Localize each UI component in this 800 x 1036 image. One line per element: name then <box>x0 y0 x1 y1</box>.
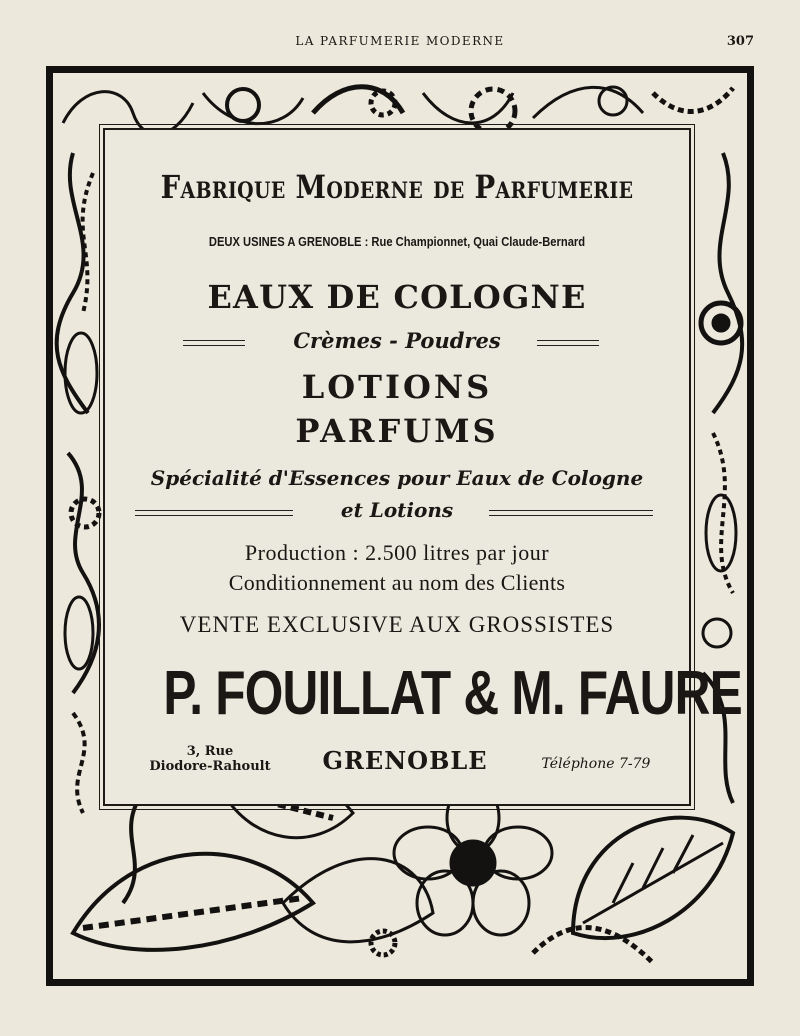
advertisement-panel <box>103 128 742 806</box>
specialty-line-2 <box>105 498 689 522</box>
exclusive-sales: VENTE EXCLUSIVE AUX GROSSISTES <box>179 612 615 637</box>
right-double-rule <box>489 510 653 516</box>
street-address <box>135 744 285 774</box>
running-head <box>0 34 800 54</box>
specialty-line-2-text: et Lotions <box>340 498 454 522</box>
left-double-rule <box>135 510 293 516</box>
product-creams-powders: Crèmes - Poudres <box>293 328 501 353</box>
product-perfumes: PARFUMS <box>295 412 499 450</box>
owners-name: P. FOUILLAT & M. FAURE <box>163 659 742 728</box>
journal-title: LA PARFUMERIE MODERNE <box>295 34 505 48</box>
creams-powders-row <box>105 328 689 356</box>
page-number: 307 <box>726 34 754 49</box>
packaging-note: Conditionnement au nom des Clients <box>228 570 566 595</box>
right-double-rule <box>537 340 599 346</box>
production-capacity: Production : 2.500 litres par jour <box>244 540 550 565</box>
left-double-rule <box>183 340 245 346</box>
company-name: Fabrique Moderne de Parfumerie <box>160 168 634 206</box>
factories-address: DEUX USINES A GRENOBLE : Rue Championnet, Quai Claude-Bernard <box>208 234 586 249</box>
city-name: GRENOBLE <box>322 746 488 775</box>
telephone: Téléphone 7-79 <box>541 756 651 772</box>
specialty-line-1: Spécialité d'Essences pour Eaux de Cologne <box>150 466 644 490</box>
product-colognes: EAUX DE COLOGNE <box>207 278 587 316</box>
address-line-1: 3, Rue <box>186 744 234 759</box>
product-lotions: LOTIONS <box>301 368 493 406</box>
address-line-2: Diodore-Rahoult <box>149 759 271 774</box>
